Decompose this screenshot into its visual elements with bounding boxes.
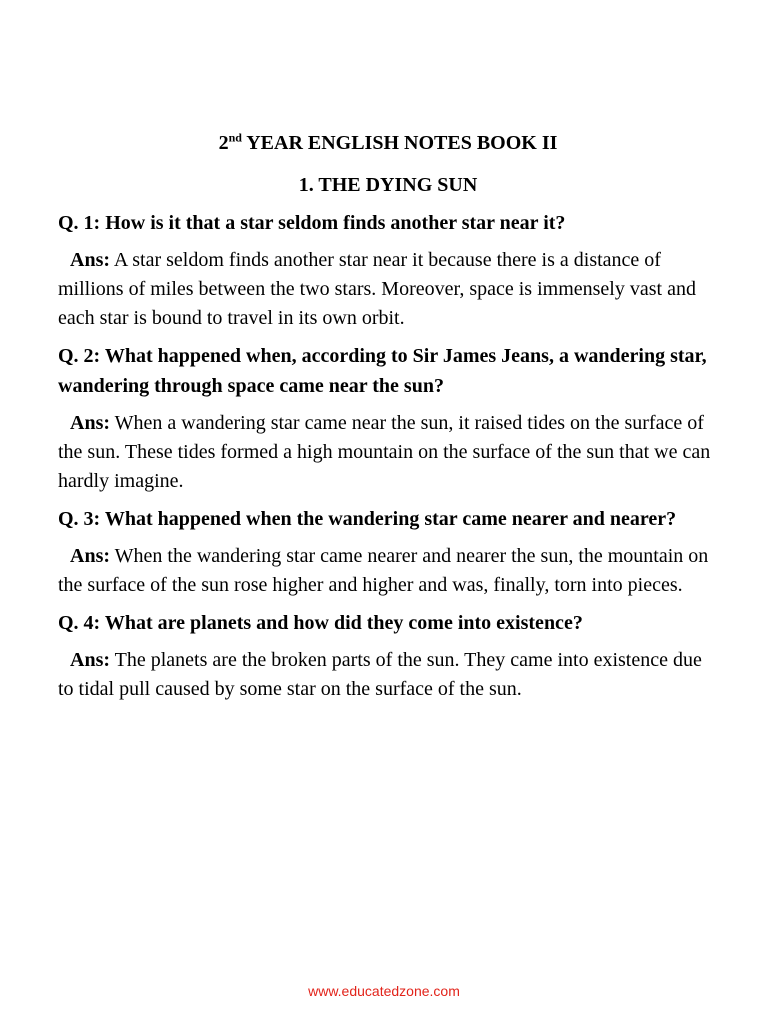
qa-block bbox=[58, 341, 718, 496]
question: Q. 2: What happened when, according to Sir James Jeans, a wandering star, wandering through space came near the sun? bbox=[58, 345, 707, 397]
answer-text: A star seldom finds another star near it because there is a distance of millions of miles between the two stars. Moreover, space is immensely vast and each star is bound to travel in its own orbit. bbox=[58, 249, 696, 329]
document-body bbox=[58, 128, 718, 704]
title-superscript: nd bbox=[228, 130, 242, 145]
answer-label: Ans: bbox=[70, 249, 111, 271]
answer-text: When the wandering star came nearer and nearer the sun, the mountain on the surface of the sun rose higher and higher and was, finally, torn into pieces. bbox=[58, 545, 709, 596]
document-title bbox=[58, 128, 718, 158]
answer bbox=[58, 542, 718, 600]
title-prefix: 2 bbox=[218, 132, 229, 154]
qa-block bbox=[58, 208, 718, 333]
question: Q. 1: How is it that a star seldom finds another star near it? bbox=[58, 212, 566, 234]
question: Q. 3: What happened when the wandering star came nearer and nearer? bbox=[58, 508, 677, 530]
qa-block bbox=[58, 608, 718, 704]
answer-label: Ans: bbox=[70, 649, 111, 671]
footer-link[interactable]: www.educatedzone.com bbox=[308, 983, 460, 999]
answer bbox=[58, 246, 718, 333]
answer bbox=[58, 646, 718, 704]
answer-text: The planets are the broken parts of the sun. They came into existence due to tidal pull caused by some star on the surface of the sun. bbox=[58, 649, 702, 700]
qa-block bbox=[58, 504, 718, 600]
answer bbox=[58, 409, 718, 496]
answer-label: Ans: bbox=[70, 412, 111, 434]
title-rest: YEAR ENGLISH NOTES BOOK II bbox=[241, 132, 558, 154]
question: Q. 4: What are planets and how did they come into existence? bbox=[58, 612, 583, 634]
answer-label: Ans: bbox=[70, 545, 111, 567]
answer-text: When a wandering star came near the sun, it raised tides on the surface of the sun. These tides formed a high mountain on the surface of the sun that we can hardly imagine. bbox=[58, 412, 711, 492]
chapter-title: 1. THE DYING SUN bbox=[298, 174, 478, 196]
